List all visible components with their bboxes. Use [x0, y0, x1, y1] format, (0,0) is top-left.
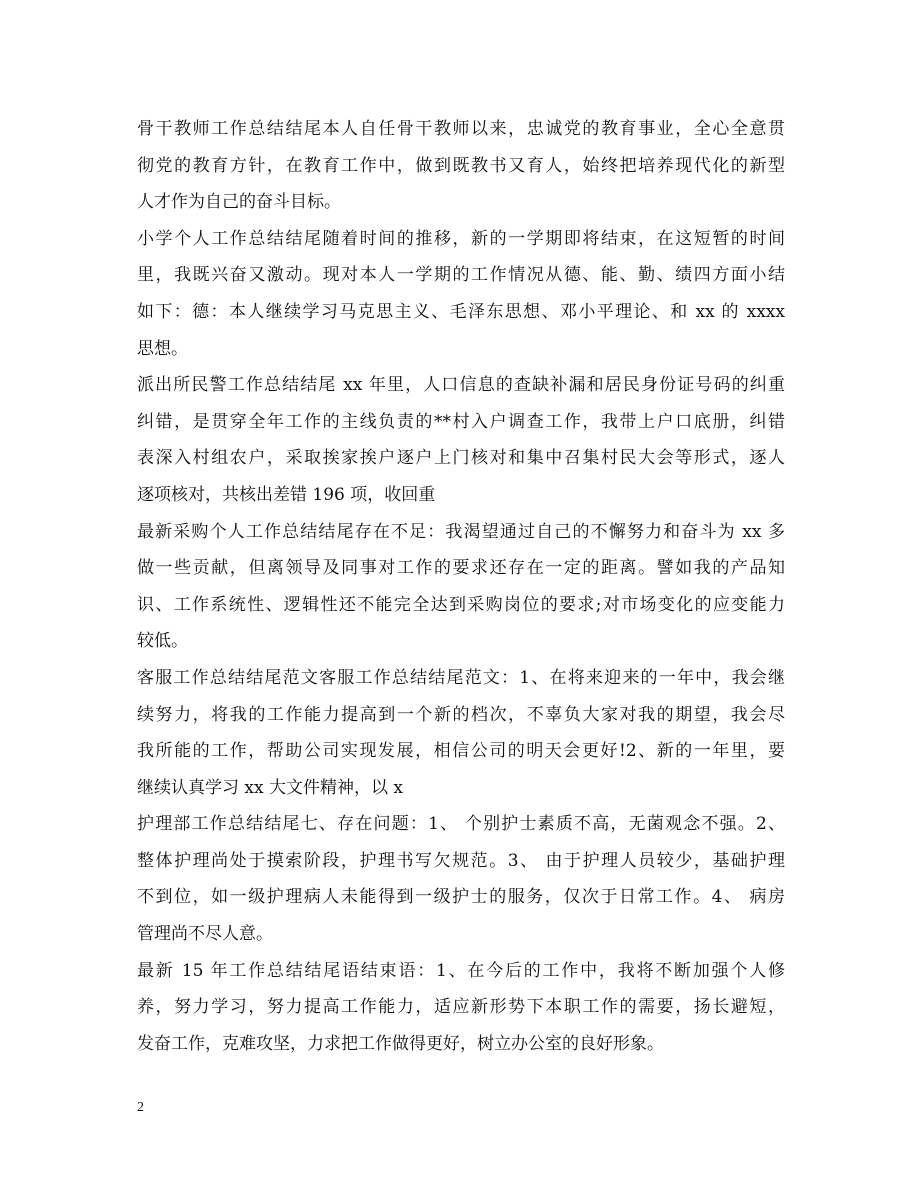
- paragraph-customer-service: [137, 660, 785, 806]
- text-line: 逐项核对，共核出差错 196 项，收回重: [137, 484, 436, 505]
- text-line: 较低。: [137, 631, 188, 652]
- text-line: 最新 15 年工作总结结尾语结束语：1、在今后的工作中，我将不断加强个人修: [137, 960, 785, 981]
- text-line: 派出所民警工作总结结尾 xx 年里，人口信息的查缺补漏和居民身份证号码的纠重: [137, 375, 785, 396]
- text-line: 如下：德：本人继续学习马克思主义、毛泽东思想、邓小平理论、和 xx 的 xxxx: [137, 301, 785, 322]
- text-line: 人才作为自己的奋斗目标。: [137, 192, 341, 213]
- text-line: 彻党的教育方针，在教育工作中，做到既教书又育人，始终把培养现代化的新型: [137, 155, 785, 176]
- text-line: 最新采购个人工作总结结尾存在不足：我渴望通过自己的不懈努力和奋斗为 xx 多: [137, 521, 785, 542]
- text-line: 骨干教师工作总结结尾本人自任骨干教师以来，忠诚党的教育事业，全心全意贯: [137, 119, 785, 139]
- text-line: 继续认真学习 xx 大文件精神，以 x: [137, 777, 403, 798]
- paragraph-nursing: [137, 806, 785, 952]
- text-line: 护理部工作总结结尾七、存在问题：1、 个别护士素质不高，无菌观念不强。2、: [137, 814, 785, 835]
- paragraph-police-station: [137, 367, 785, 513]
- text-line: 整体护理尚处于摸索阶段，护理书写欠规范。3、 由于护理人员较少，基础护理: [137, 850, 785, 871]
- text-line: 小学个人工作总结结尾随着时间的推移，新的一学期即将结束，在这短暂的时间: [137, 228, 785, 249]
- text-line: 我所能的工作，帮助公司实现发展，相信公司的明天会更好!2、新的一年里，要: [137, 741, 785, 762]
- document-body: [137, 111, 785, 1062]
- text-line: 识、工作系统性、逻辑性还不能完全达到采购岗位的要求;对市场变化的应变能力: [137, 594, 785, 615]
- text-line: 里，我既兴奋又激动。现对本人一学期的工作情况从德、能、勤、绩四方面小结: [137, 265, 785, 286]
- text-line: 做一些贡献，但离领导及同事对工作的要求还存在一定的距离。譬如我的产品知: [137, 558, 785, 579]
- text-line: 纠错，是贯穿全年工作的主线负责的**村入户调查工作，我带上户口底册，纠错: [137, 411, 785, 432]
- text-line: 发奋工作，克难攻坚，力求把工作做得更好，树立办公室的良好形象。: [137, 1033, 664, 1054]
- text-line: 养，努力学习，努力提高工作能力，适应新形势下本职工作的需要，扬长避短，: [137, 997, 785, 1018]
- text-line: 管理尚不尽人意。: [137, 924, 273, 945]
- page-number: 2: [137, 1100, 144, 1115]
- text-line: 客服工作总结结尾范文客服工作总结结尾范文：1、在将来迎来的一年中，我会继: [137, 667, 785, 688]
- paragraph-closing-remarks: [137, 953, 785, 1063]
- text-line: 表深入村组农户，采取挨家挨户逐户上门核对和集中召集村民大会等形式，逐人: [137, 448, 785, 469]
- text-line: 思想。: [137, 338, 188, 359]
- paragraph-backbone-teacher: [137, 111, 785, 221]
- text-line: 不到位，如一级护理病人未能得到一级护士的服务，仅次于日常工作。4、 病房: [137, 887, 785, 908]
- text-line: 续努力，将我的工作能力提高到一个新的档次，不辜负大家对我的期望，我会尽: [137, 704, 785, 725]
- paragraph-procurement: [137, 514, 785, 660]
- paragraph-primary-school: [137, 221, 785, 367]
